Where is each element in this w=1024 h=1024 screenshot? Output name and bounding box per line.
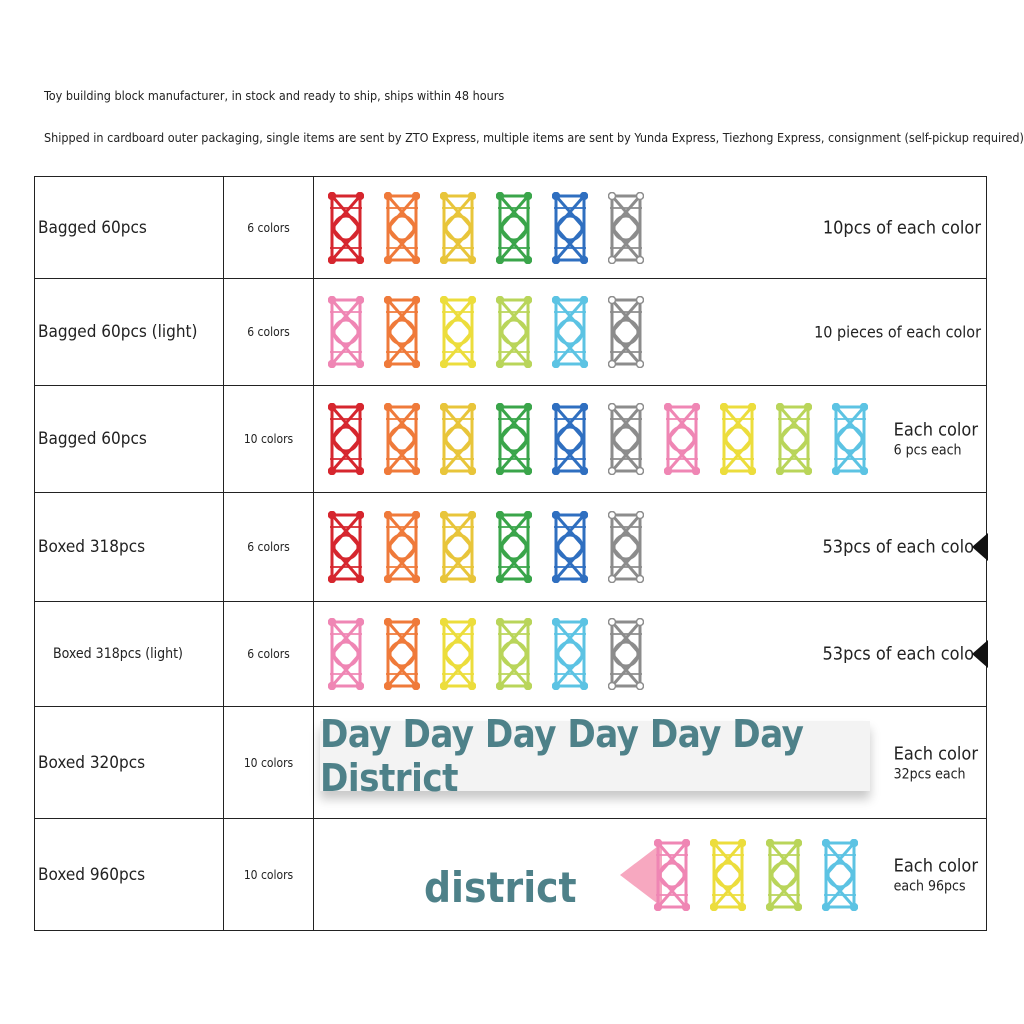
color-count: 6 colors — [224, 177, 314, 279]
color-count: 10 colors — [224, 819, 314, 931]
orange-block-icon — [384, 296, 420, 368]
lemon-block-icon — [720, 403, 756, 475]
lime-block-icon — [766, 839, 802, 911]
yellow-block-icon — [440, 511, 476, 583]
white-block-icon — [608, 192, 644, 264]
orange-block-icon — [384, 618, 420, 690]
quantity-line1: Each color — [893, 743, 978, 764]
pink-block-icon — [328, 296, 364, 368]
white-block-icon — [608, 511, 644, 583]
sky-block-icon — [552, 296, 588, 368]
red-block-icon — [328, 403, 364, 475]
blue-block-icon — [552, 403, 588, 475]
lime-block-icon — [496, 618, 532, 690]
header-note-shipping-time: Toy building block manufacturer, in stock and ready to ship, ships within 48 hours — [44, 88, 505, 103]
blue-block-icon — [552, 511, 588, 583]
lemon-block-icon — [440, 296, 476, 368]
header-note-packaging: Shipped in cardboard outer packaging, single items are sent by ZTO Express, multiple items are sent by Yunda Express, Tiezhong Express, consignment (self-pickup required) — [44, 130, 1024, 145]
district-overlay-text: district — [424, 863, 577, 912]
color-count: 6 colors — [224, 279, 314, 386]
quantity-note — [894, 420, 978, 459]
table-row — [35, 177, 987, 279]
quantity-note — [823, 217, 981, 238]
pink-block-icon — [664, 403, 700, 475]
orange-block-icon — [384, 403, 420, 475]
quantity-line2: 32pcs each — [893, 766, 966, 782]
color-count: 6 colors — [224, 602, 314, 707]
quantity-line1: 10 pieces of each color — [814, 322, 981, 342]
white-block-icon — [608, 296, 644, 368]
quantity-line1: Each color — [893, 855, 978, 876]
white-block-icon — [608, 403, 644, 475]
quantity-note — [822, 644, 974, 665]
package-name: Bagged 60pcs — [35, 386, 224, 493]
product-spec-table — [34, 176, 987, 931]
white-block-icon — [608, 618, 644, 690]
sky-block-icon — [832, 403, 868, 475]
block-swatches — [328, 177, 644, 278]
block-swatches — [328, 602, 644, 706]
quantity-line2: each 96pcs — [893, 878, 966, 894]
swatch-cell — [314, 707, 987, 819]
swatch-cell — [314, 177, 987, 279]
color-count: 10 colors — [224, 386, 314, 493]
lime-block-icon — [496, 296, 532, 368]
dark-tab-marker — [972, 640, 988, 668]
swatch-cell — [314, 386, 987, 493]
yellow-block-icon — [440, 403, 476, 475]
dark-tab-marker — [972, 533, 988, 561]
swatch-cell — [314, 493, 987, 602]
package-name: Boxed 960pcs — [35, 819, 224, 931]
pink-block-icon — [654, 839, 690, 911]
swatch-cell — [314, 602, 987, 707]
table-row — [35, 707, 987, 819]
quantity-line1: 10pcs of each color — [822, 217, 981, 238]
lemon-block-icon — [710, 839, 746, 911]
quantity-note — [814, 323, 981, 342]
table-row — [35, 279, 987, 386]
orange-block-icon — [384, 192, 420, 264]
red-block-icon — [328, 511, 364, 583]
green-block-icon — [496, 511, 532, 583]
package-name: Boxed 318pcs — [35, 493, 224, 602]
swatch-cell — [314, 819, 987, 931]
banner-text: Day Day Day Day Day Day District — [320, 712, 804, 800]
quantity-note — [822, 537, 974, 558]
table-row — [35, 602, 987, 707]
green-block-icon — [496, 403, 532, 475]
package-name: Bagged 60pcs — [35, 177, 224, 279]
red-block-icon — [328, 192, 364, 264]
lime-block-icon — [776, 403, 812, 475]
sky-block-icon — [552, 618, 588, 690]
block-swatches — [328, 386, 868, 492]
color-count: 6 colors — [224, 493, 314, 602]
table-row — [35, 386, 987, 493]
blue-block-icon — [552, 192, 588, 264]
orange-block-icon — [384, 511, 420, 583]
green-block-icon — [496, 192, 532, 264]
swatch-cell — [314, 279, 987, 386]
color-count: 10 colors — [224, 707, 314, 819]
package-name: Bagged 60pcs (light) — [35, 279, 224, 386]
package-name: Boxed 320pcs — [35, 707, 224, 819]
pink-block-icon — [328, 618, 364, 690]
lemon-block-icon — [440, 618, 476, 690]
block-swatches — [328, 493, 644, 601]
quantity-line1: 53pcs of each colo — [822, 643, 974, 665]
quantity-line2: 6 pcs each — [893, 442, 962, 459]
block-swatches — [654, 819, 858, 930]
quantity-line1: 53pcs of each colo — [822, 536, 974, 558]
quantity-line1: Each color — [893, 419, 978, 441]
package-name: Boxed 318pcs (light) — [35, 602, 224, 707]
table-row — [35, 819, 987, 931]
sky-block-icon — [822, 839, 858, 911]
yellow-block-icon — [440, 192, 476, 264]
quantity-note — [894, 743, 978, 782]
table-row — [35, 493, 987, 602]
quantity-note — [894, 855, 978, 894]
district-banner — [320, 712, 870, 800]
block-swatches — [328, 279, 644, 385]
